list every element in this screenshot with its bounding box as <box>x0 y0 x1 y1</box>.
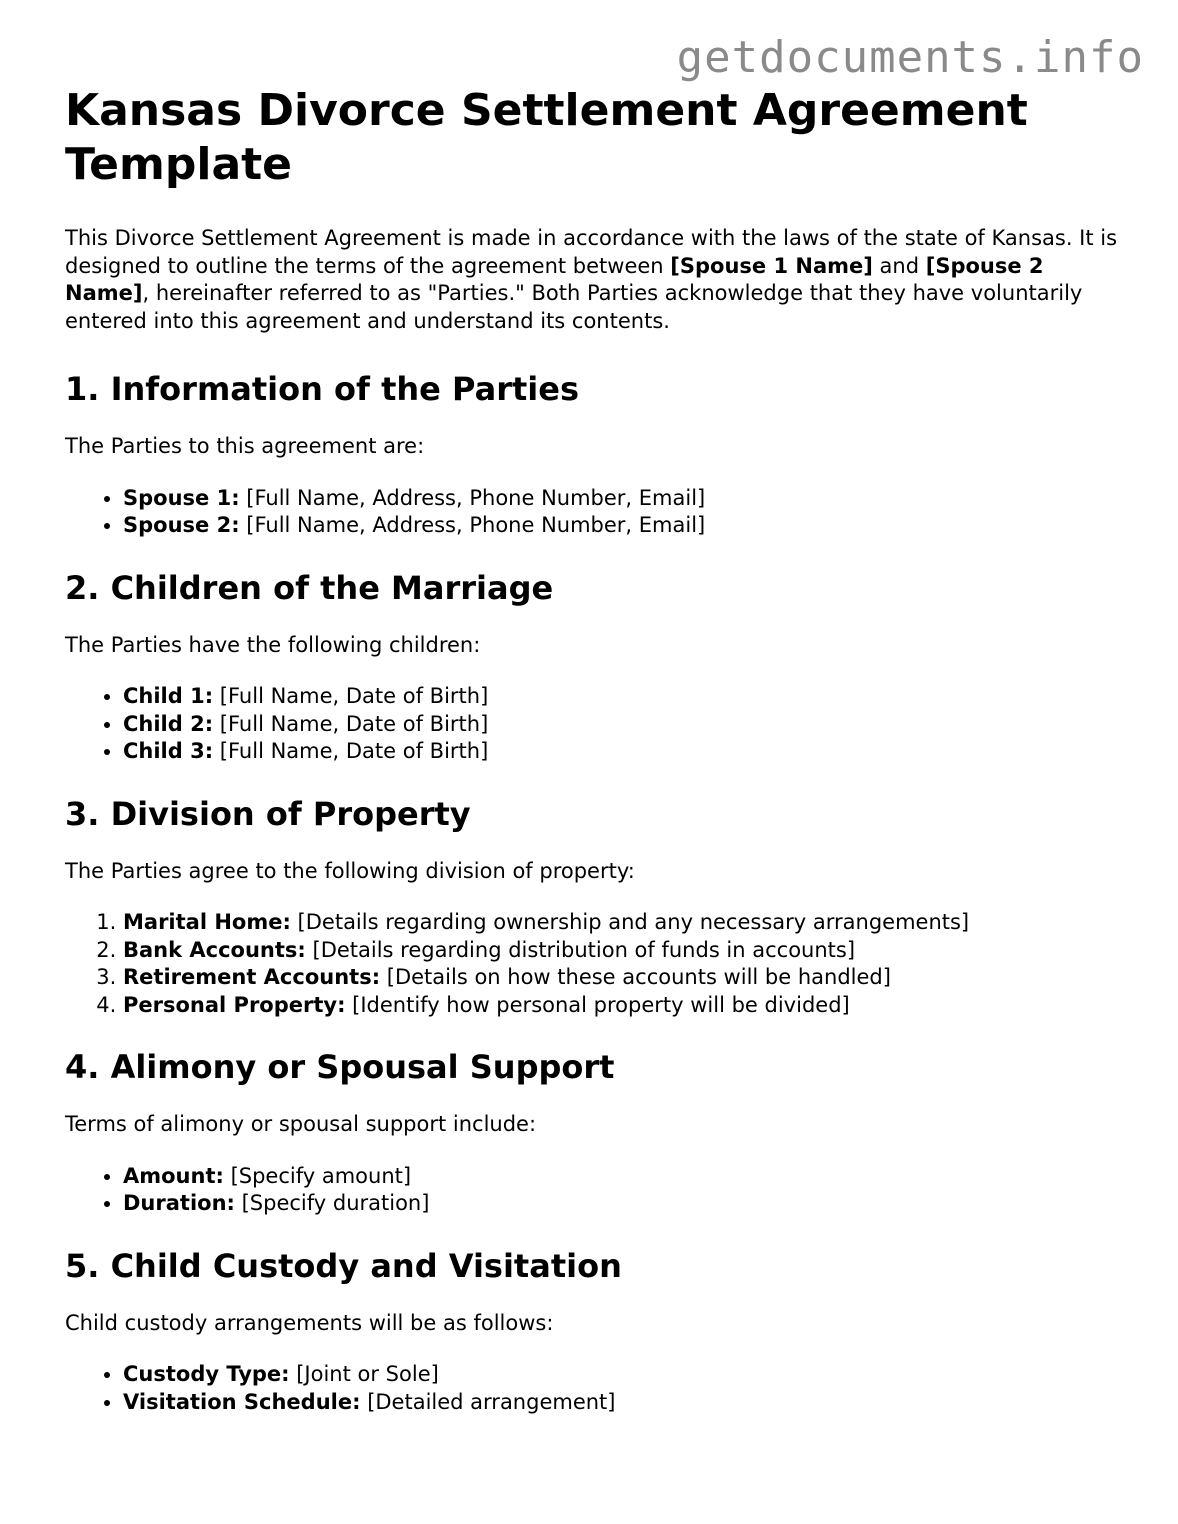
section-heading: 4. Alimony or Spousal Support <box>65 1048 615 1086</box>
property-list <box>65 909 1125 1019</box>
item-label: Custody Type: <box>123 1362 290 1386</box>
section-heading: 1. Information of the Parties <box>65 370 579 408</box>
list-item <box>123 738 1125 766</box>
item-label: Retirement Accounts: <box>123 965 381 989</box>
list-item <box>123 1389 1125 1417</box>
list-item <box>123 909 1125 937</box>
section-lead: The Parties to this agreement are: <box>65 434 425 458</box>
document-body <box>65 225 1125 1444</box>
item-label: Amount: <box>123 1163 224 1188</box>
alimony-list <box>65 1163 1125 1218</box>
section-lead: Child custody arrangements will be as follows: <box>65 1310 554 1335</box>
spouse-1-placeholder: [Spouse 1 Name] <box>670 253 873 278</box>
item-label: Child 1: <box>123 684 214 708</box>
item-text: [Full Name, Date of Birth] <box>213 684 489 708</box>
list-item <box>123 485 1125 513</box>
list-item <box>123 964 1125 992</box>
list-item <box>123 1190 1125 1218</box>
item-label: Personal Property: <box>123 992 346 1017</box>
item-label: Child 3: <box>123 739 214 763</box>
item-label: Marital Home: <box>123 910 291 934</box>
children-list <box>65 683 1125 766</box>
item-label: Spouse 2: <box>123 513 240 537</box>
item-text: [Details on how these accounts will be handled] <box>380 965 891 989</box>
item-label: Child 2: <box>123 711 214 736</box>
section-lead: Terms of alimony or spousal support include: <box>65 1112 537 1136</box>
watermark: getdocuments.info <box>676 32 1144 83</box>
parties-list <box>65 485 1125 540</box>
item-label: Visitation Schedule: <box>123 1389 361 1414</box>
list-item <box>123 937 1125 965</box>
spouse-2-placeholder: [Spouse 2 Name] <box>65 253 1044 305</box>
list-item <box>123 992 1125 1020</box>
item-text: [Identify how personal property will be divided] <box>345 992 850 1017</box>
item-text: [Details regarding distribution of funds in accounts] <box>305 937 856 962</box>
list-item <box>123 683 1125 711</box>
item-text: [Specify duration] <box>234 1191 430 1215</box>
list-item <box>123 1163 1125 1191</box>
item-text: [Specify amount] <box>223 1163 412 1188</box>
item-text: [Details regarding ownership and any necessary arrangements] <box>290 910 970 934</box>
section-heading: 3. Division of Property <box>65 794 471 833</box>
intro-paragraph <box>65 225 1125 335</box>
custody-list <box>65 1361 1125 1416</box>
list-item <box>123 512 1125 540</box>
list-item <box>123 711 1125 739</box>
intro-text-2: and <box>872 253 926 278</box>
list-item <box>123 1361 1125 1389</box>
section-heading: 2. Children of the Marriage <box>65 568 554 607</box>
section-lead: The Parties agree to the following division of property: <box>65 858 635 883</box>
item-text: [Full Name, Date of Birth] <box>213 739 489 763</box>
intro-text-3: , hereinafter referred to as "Parties." Both Parties acknowledge that they have voluntarily entered into this agreement and understand its contents. <box>65 281 1083 333</box>
item-text: [Full Name, Address, Phone Number, Email] <box>239 485 706 510</box>
item-text: [Joint or Sole] <box>289 1362 439 1386</box>
item-label: Duration: <box>123 1191 235 1215</box>
item-label: Bank Accounts: <box>123 937 306 962</box>
item-text: [Detailed arrangement] <box>360 1389 616 1414</box>
item-text: [Full Name, Address, Phone Number, Email] <box>239 513 706 537</box>
intro-text-1: This Divorce Settlement Agreement is made in accordance with the laws of the state of Kansas. It is designed to outline the terms of the agreement between <box>65 226 1118 278</box>
section-lead: The Parties have the following children: <box>65 632 481 657</box>
document-title: Kansas Divorce Settlement Agreement Template <box>65 85 1028 190</box>
item-text: [Full Name, Date of Birth] <box>213 711 489 736</box>
section-heading: 5. Child Custody and Visitation <box>65 1246 622 1285</box>
item-label: Spouse 1: <box>123 485 240 510</box>
